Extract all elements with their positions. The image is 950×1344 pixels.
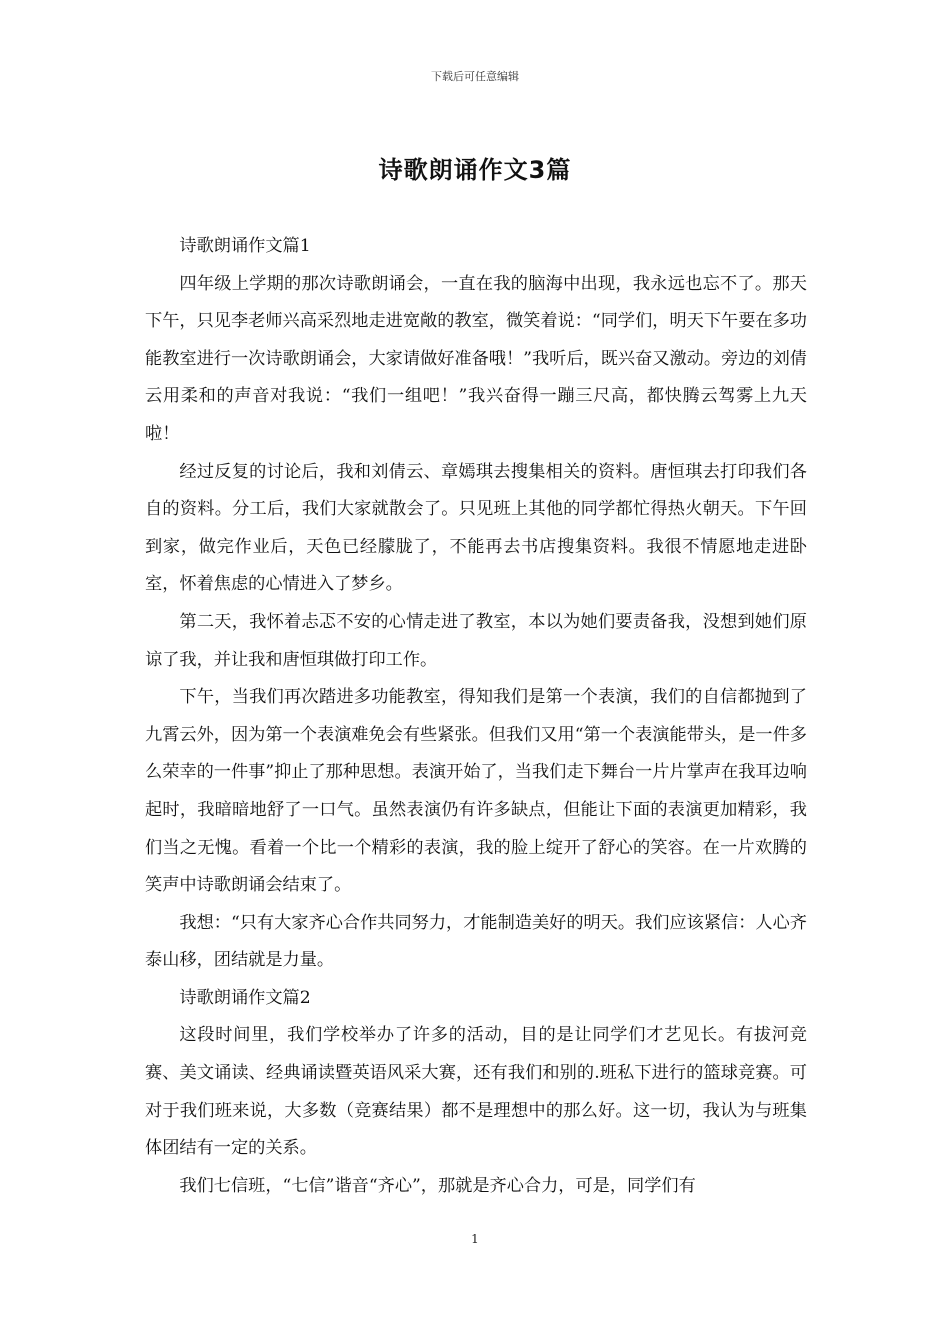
body-paragraph: 我们七信班，“七信”谐音“齐心”，那就是齐心合力，可是，同学们有: [179, 1175, 696, 1196]
document-body: [145, 228, 807, 1205]
section-heading-2: 诗歌朗诵作文篇2: [179, 987, 311, 1008]
body-paragraph: 这段时间里，我们学校举办了许多的活动，目的是让同学们才艺见长。有拔河竞赛、美文诵读、经典诵读暨英语风采大赛，还有我们和别的.班私下进行的篮球竞赛。可对于我们班来说，大多数（竞赛结果）都不是理想中的那么好。这一切，我认为与班集体团结有一定的关系。: [145, 1025, 807, 1159]
header-note: 下载后可任意编辑: [431, 70, 519, 83]
body-paragraph: 我想：“只有大家齐心合作共同努力，才能制造美好的明天。我们应该紧信：人心齐泰山移，团结就是力量。: [145, 912, 807, 971]
document-title: 诗歌朗诵作文3篇: [378, 156, 572, 184]
page-number: 1: [471, 1232, 479, 1246]
body-paragraph: 第二天，我怀着忐忑不安的心情走进了教室，本以为她们要责备我，没想到她们原谅了我，并让我和唐恒琪做打印工作。: [145, 611, 807, 670]
body-paragraph: 经过反复的讨论后，我和刘倩云、章嫣琪去搜集相关的资料。唐恒琪去打印我们各自的资料。分工后，我们大家就散会了。只见班上其他的同学都忙得热火朝天。下午回到家，做完作业后，天色已经朦胧了，不能再去书店搜集资料。我很不情愿地走进卧室，怀着焦虑的心情进入了梦乡。: [145, 461, 807, 595]
body-paragraph: 四年级上学期的那次诗歌朗诵会，一直在我的脑海中出现，我永远也忘不了。那天下午，只见李老师兴高采烈地走进宽敞的教室，微笑着说：“同学们，明天下午要在多功能教室进行一次诗歌朗诵会，大家请做好准备哦！”我听后，既兴奋又激动。旁边的刘倩云用柔和的声音对我说：“我们一组吧！”我兴奋得一蹦三尺高，都快腾云驾雾上九天啦！: [145, 273, 807, 444]
body-paragraph: 下午，当我们再次踏进多功能教室，得知我们是第一个表演，我们的自信都抛到了九霄云外，因为第一个表演难免会有些紧张。但我们又用“第一个表演能带头，是一件多么荣幸的一件事”抑止了那种思想。表演开始了，当我们走下舞台一片片掌声在我耳边响起时，我暗暗地舒了一口气。虽然表演仍有许多缺点，但能让下面的表演更加精彩，我们当之无愧。看着一个比一个精彩的表演，我的脸上绽开了舒心的笑容。在一片欢腾的笑声中诗歌朗诵会结束了。: [145, 687, 807, 896]
section-heading-1: 诗歌朗诵作文篇1: [179, 236, 311, 256]
